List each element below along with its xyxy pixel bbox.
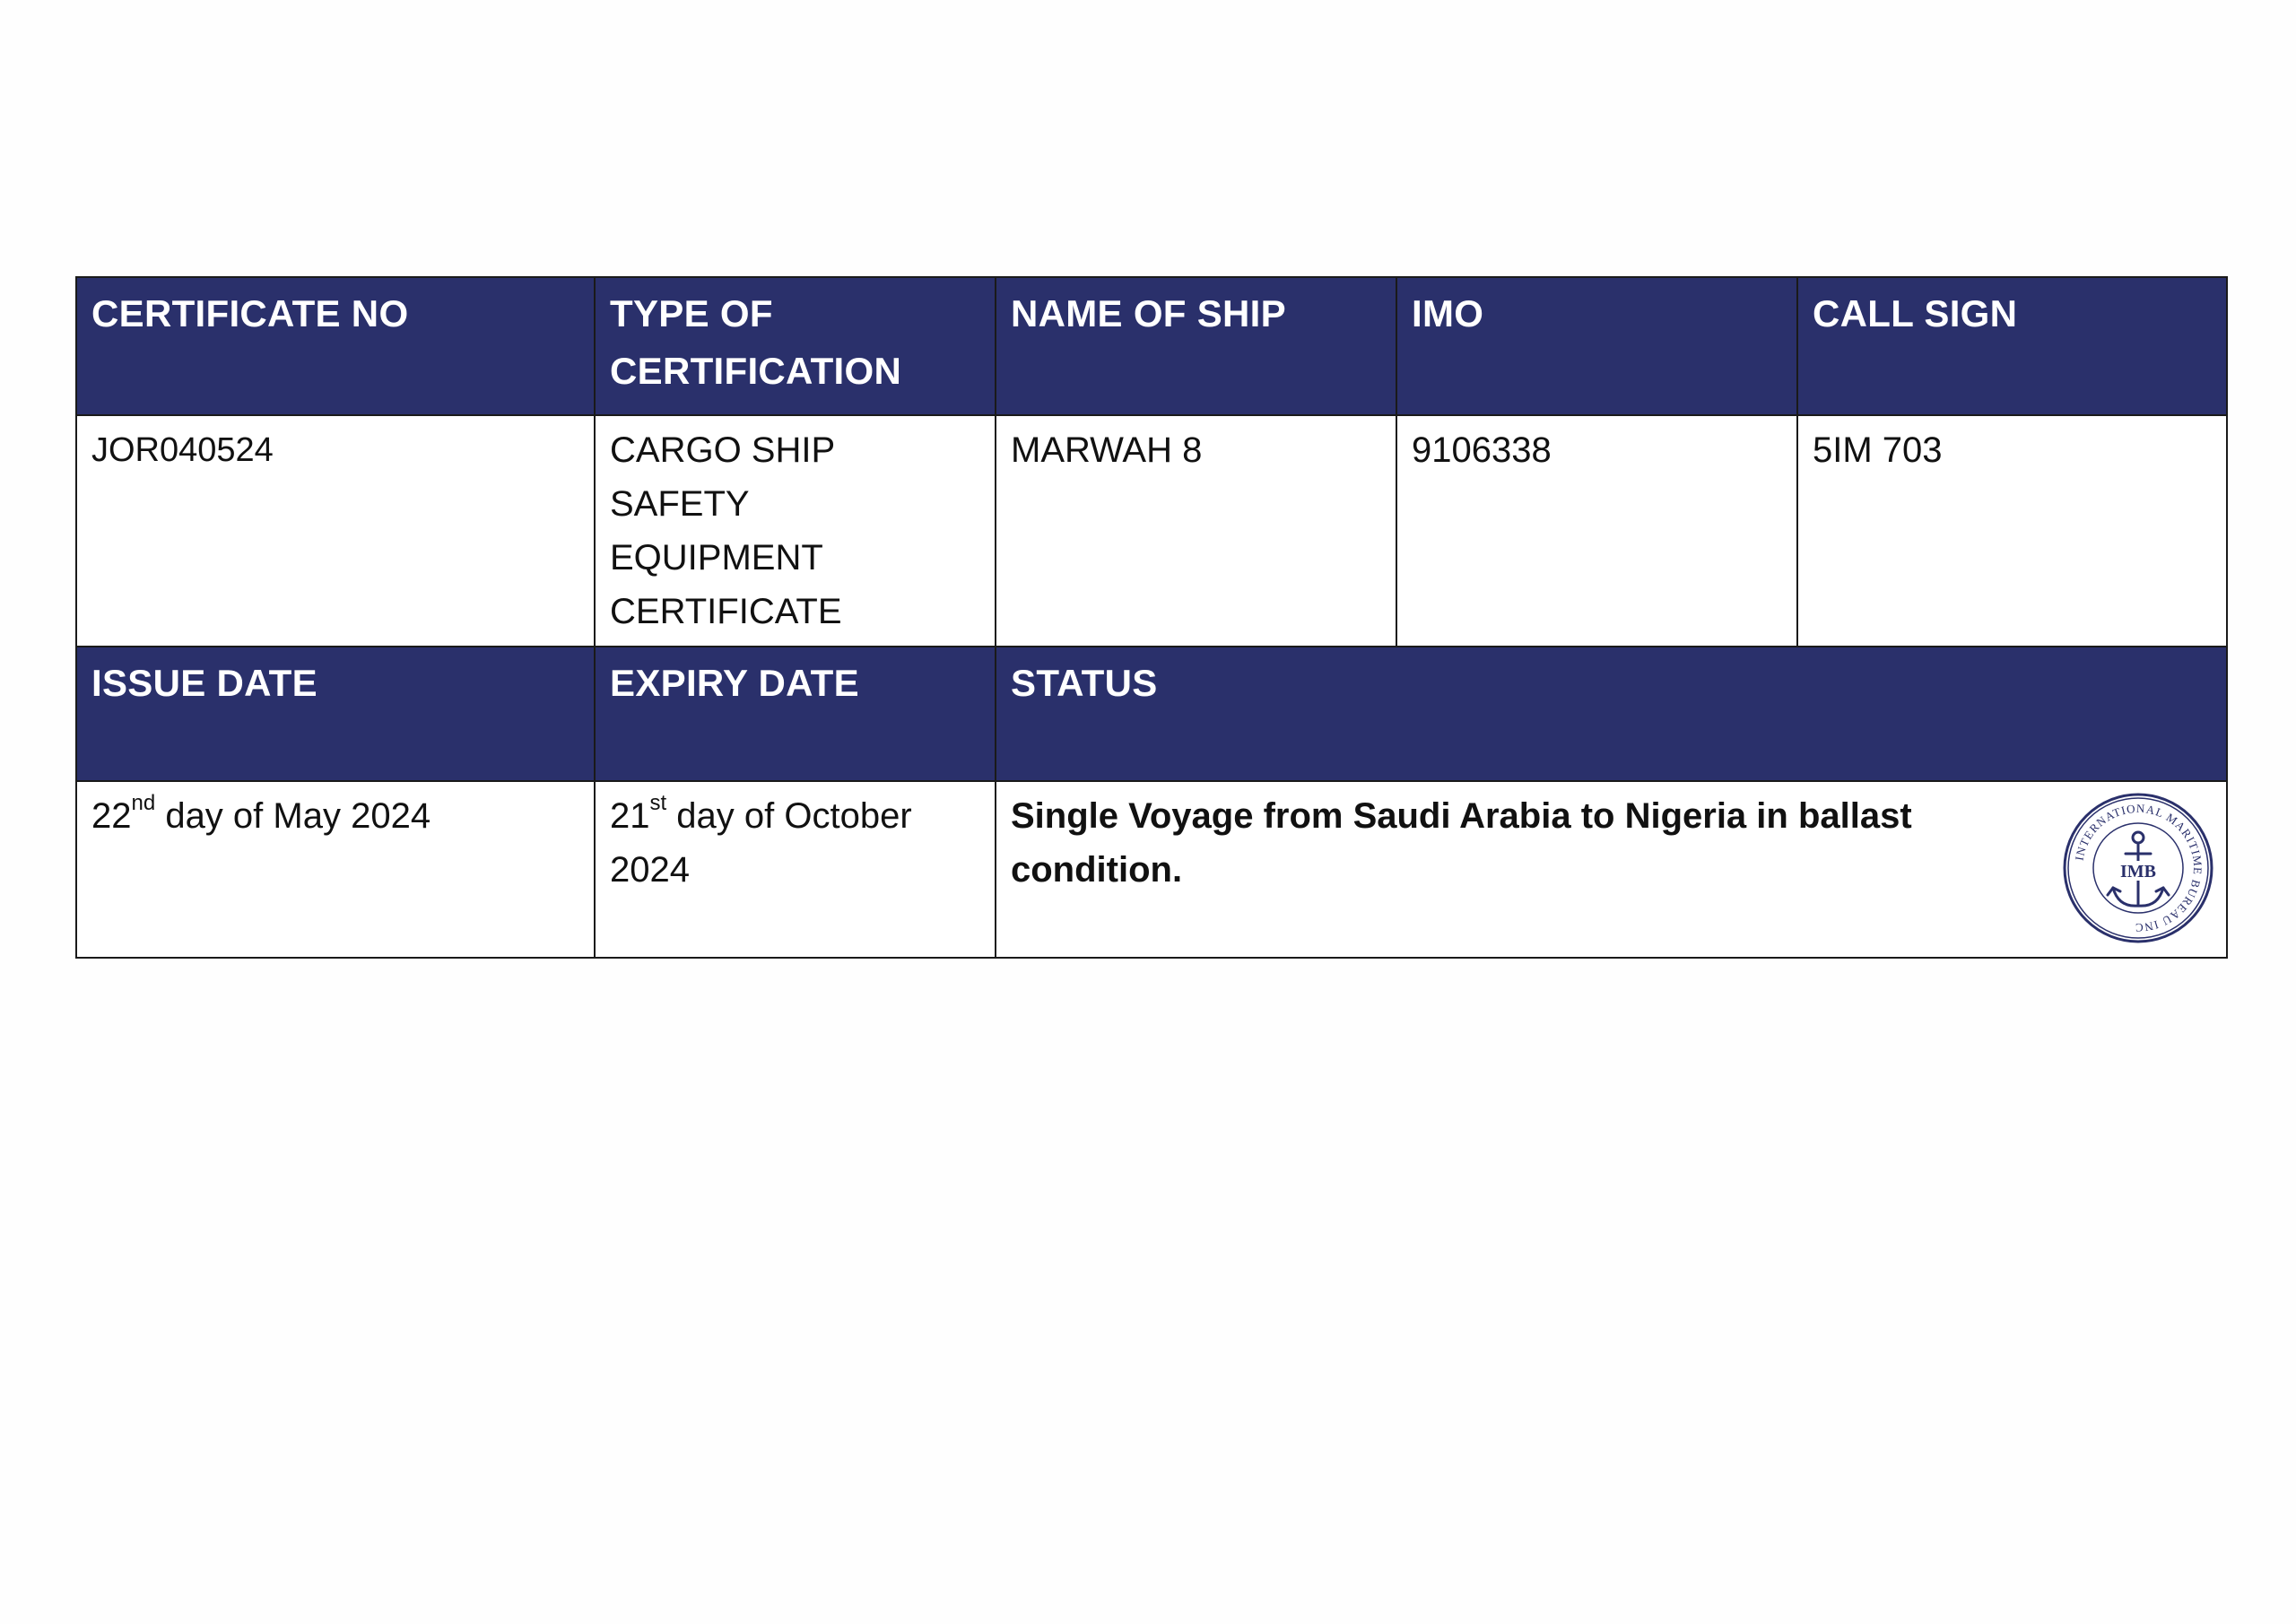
header-row-2 (76, 647, 2227, 781)
header-certificate-no: CERTIFICATE NO (76, 277, 595, 415)
issue-date-value: 22nd day of May 2024 (76, 781, 595, 958)
header-row-1 (76, 277, 2227, 415)
data-row-2 (76, 781, 2227, 958)
header-expiry-date: EXPIRY DATE (595, 647, 996, 781)
header-status: STATUS (996, 647, 2227, 781)
header-name-of-ship: NAME OF SHIP (996, 277, 1396, 415)
issue-date-ordinal: nd (131, 790, 156, 815)
type-of-certification-value: CARGO SHIP SAFETY EQUIPMENT CERTIFICATE (595, 415, 996, 647)
call-sign-value: 5IM 703 (1797, 415, 2227, 647)
expiry-date-value: 21st day of October 2024 (595, 781, 996, 958)
status-text: Single Voyage from Saudi Arabia to Nigeria in ballast condition. (1011, 796, 1912, 890)
expiry-date-ordinal: st (649, 790, 667, 815)
status-value (996, 781, 2227, 958)
header-issue-date: ISSUE DATE (76, 647, 595, 781)
header-imo: IMO (1396, 277, 1797, 415)
data-row-1 (76, 415, 2227, 647)
name-of-ship-value: MARWAH 8 (996, 415, 1396, 647)
certificate-table (75, 276, 2228, 959)
seal-ring-text: INTERNATIONAL MARITIME BUREAU INC (2072, 801, 2205, 935)
header-type-of-certification: TYPE OF CERTIFICATION (595, 277, 996, 415)
certificate-no-value: JOR040524 (76, 415, 595, 647)
seal-center-text: IMB (2120, 862, 2156, 881)
header-call-sign: CALL SIGN (1797, 277, 2227, 415)
imb-seal-logo (2061, 791, 2215, 945)
imo-value: 9106338 (1396, 415, 1797, 647)
